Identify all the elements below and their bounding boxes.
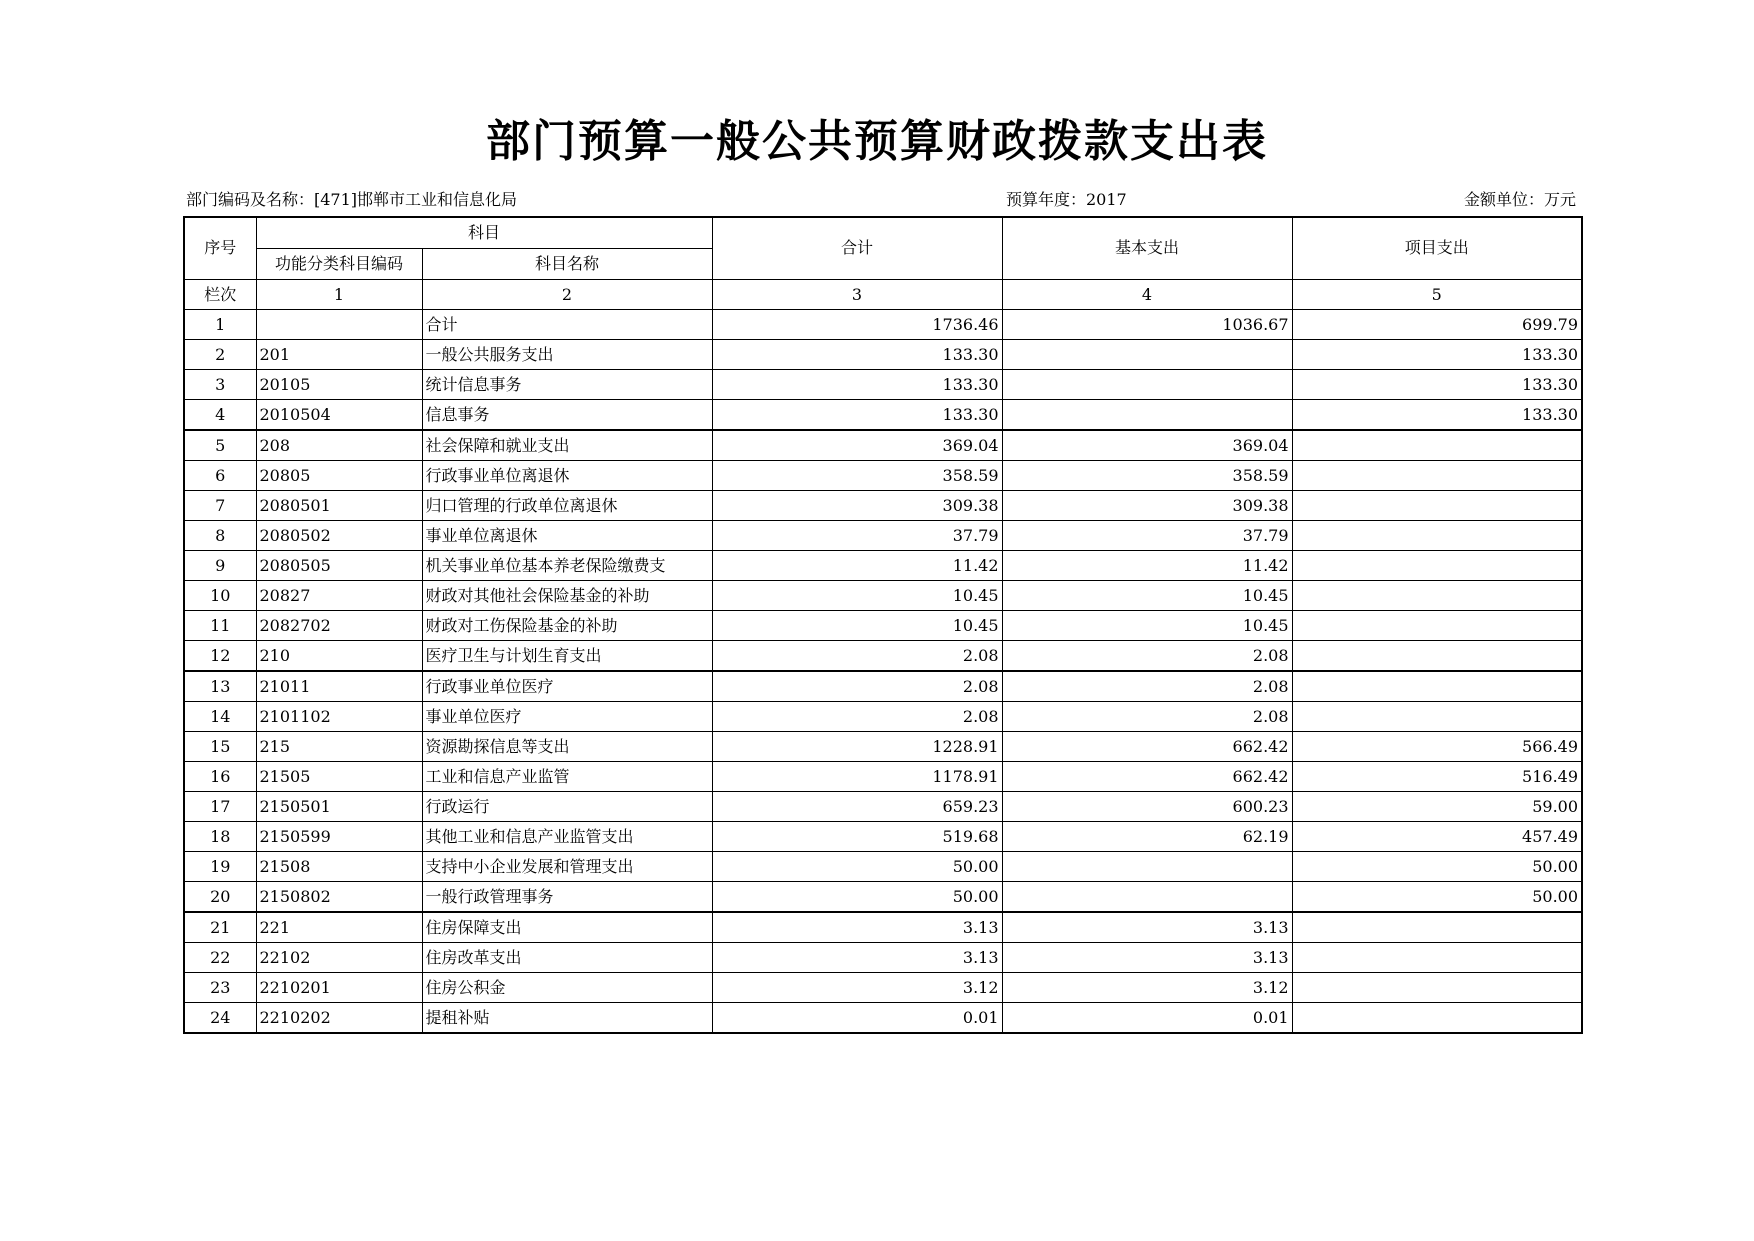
row-basic-cell: 309.38 [1002, 490, 1292, 520]
header-basic: 基本支出 [1002, 217, 1292, 279]
row-total-cell: 50.00 [712, 881, 1002, 912]
row-seq-cell: 20 [184, 881, 256, 912]
row-code-cell: 20105 [256, 369, 422, 399]
row-total-cell: 133.30 [712, 339, 1002, 369]
row-project-cell [1292, 912, 1582, 943]
row-seq-cell: 19 [184, 851, 256, 881]
row-code-cell: 2210202 [256, 1002, 422, 1033]
row-total-cell: 11.42 [712, 550, 1002, 580]
row-code-cell: 2150599 [256, 821, 422, 851]
table-row [184, 490, 1582, 520]
table-row [184, 550, 1582, 580]
row-basic-cell: 0.01 [1002, 1002, 1292, 1033]
row-seq-cell: 7 [184, 490, 256, 520]
row-seq-cell: 10 [184, 580, 256, 610]
row-code-cell: 210 [256, 640, 422, 671]
header-name: 科目名称 [422, 248, 712, 279]
row-project-cell [1292, 942, 1582, 972]
table-row [184, 640, 1582, 671]
row-basic-cell: 3.13 [1002, 942, 1292, 972]
row-name-cell: 事业单位离退休 [422, 520, 712, 550]
row-name-cell: 提租补贴 [422, 1002, 712, 1033]
row-seq-cell: 5 [184, 430, 256, 461]
row-code-cell: 201 [256, 339, 422, 369]
row-project-cell [1292, 701, 1582, 731]
budget-table [183, 216, 1583, 1034]
row-basic-cell: 10.45 [1002, 580, 1292, 610]
row-name-cell: 财政对其他社会保险基金的补助 [422, 580, 712, 610]
row-total-cell: 519.68 [712, 821, 1002, 851]
row-name-cell: 一般行政管理事务 [422, 881, 712, 912]
row-code-cell: 21505 [256, 761, 422, 791]
table-row [184, 369, 1582, 399]
row-name-cell: 合计 [422, 309, 712, 339]
row-seq-cell: 16 [184, 761, 256, 791]
row-project-cell: 50.00 [1292, 881, 1582, 912]
table-row [184, 610, 1582, 640]
row-seq-cell: 18 [184, 821, 256, 851]
row-name-cell: 财政对工伤保险基金的补助 [422, 610, 712, 640]
table-row [184, 580, 1582, 610]
row-basic-cell: 3.13 [1002, 912, 1292, 943]
row-name-cell: 一般公共服务支出 [422, 339, 712, 369]
row-code-cell: 2082702 [256, 610, 422, 640]
row-total-cell: 2.08 [712, 671, 1002, 702]
row-basic-cell: 358.59 [1002, 460, 1292, 490]
row-name-cell: 住房公积金 [422, 972, 712, 1002]
row-total-cell: 3.13 [712, 912, 1002, 943]
row-code-cell [256, 309, 422, 339]
row-total-cell: 659.23 [712, 791, 1002, 821]
row-total-cell: 2.08 [712, 640, 1002, 671]
row-seq-cell: 15 [184, 731, 256, 761]
table-row [184, 520, 1582, 550]
row-basic-cell: 37.79 [1002, 520, 1292, 550]
row-name-cell: 行政事业单位医疗 [422, 671, 712, 702]
row-project-cell [1292, 490, 1582, 520]
budget-year-label: 预算年度：2017 [1006, 190, 1127, 209]
row-project-cell [1292, 1002, 1582, 1033]
row-total-cell: 1228.91 [712, 731, 1002, 761]
table-row [184, 430, 1582, 461]
row-seq-cell: 17 [184, 791, 256, 821]
row-basic-cell: 3.12 [1002, 972, 1292, 1002]
column-number: 2 [422, 279, 712, 309]
row-name-cell: 医疗卫生与计划生育支出 [422, 640, 712, 671]
row-total-cell: 0.01 [712, 1002, 1002, 1033]
row-code-cell: 2101102 [256, 701, 422, 731]
column-number: 4 [1002, 279, 1292, 309]
row-code-cell: 20805 [256, 460, 422, 490]
row-total-cell: 3.13 [712, 942, 1002, 972]
header-row-1 [184, 217, 1582, 248]
row-seq-cell: 24 [184, 1002, 256, 1033]
table-row [184, 701, 1582, 731]
row-code-cell: 221 [256, 912, 422, 943]
row-basic-cell [1002, 339, 1292, 369]
row-basic-cell: 600.23 [1002, 791, 1292, 821]
row-name-cell: 行政事业单位离退休 [422, 460, 712, 490]
row-total-cell: 133.30 [712, 369, 1002, 399]
row-code-cell: 2080501 [256, 490, 422, 520]
row-total-cell: 10.45 [712, 580, 1002, 610]
row-code-cell: 215 [256, 731, 422, 761]
row-project-cell [1292, 460, 1582, 490]
row-seq-cell: 14 [184, 701, 256, 731]
row-seq-cell: 4 [184, 399, 256, 430]
table-row [184, 851, 1582, 881]
row-basic-cell [1002, 881, 1292, 912]
row-project-cell: 50.00 [1292, 851, 1582, 881]
row-name-cell: 住房保障支出 [422, 912, 712, 943]
row-seq-cell: 22 [184, 942, 256, 972]
row-name-cell: 社会保障和就业支出 [422, 430, 712, 461]
page-title: 部门预算一般公共预算财政拨款支出表 [486, 116, 1268, 167]
row-project-cell [1292, 610, 1582, 640]
row-name-cell: 住房改革支出 [422, 942, 712, 972]
row-code-cell: 2080502 [256, 520, 422, 550]
row-name-cell: 支持中小企业发展和管理支出 [422, 851, 712, 881]
row-total-cell: 309.38 [712, 490, 1002, 520]
row-name-cell: 统计信息事务 [422, 369, 712, 399]
table-row [184, 912, 1582, 943]
row-code-cell: 2150501 [256, 791, 422, 821]
row-seq-cell: 8 [184, 520, 256, 550]
row-seq-cell: 23 [184, 972, 256, 1002]
column-number: 5 [1292, 279, 1582, 309]
header-code: 功能分类科目编码 [256, 248, 422, 279]
row-total-cell: 369.04 [712, 430, 1002, 461]
row-seq-cell: 12 [184, 640, 256, 671]
table-row [184, 399, 1582, 430]
table-row [184, 761, 1582, 791]
row-code-cell: 2010504 [256, 399, 422, 430]
row-total-cell: 3.12 [712, 972, 1002, 1002]
row-basic-cell: 11.42 [1002, 550, 1292, 580]
row-seq-cell: 6 [184, 460, 256, 490]
row-project-cell: 133.30 [1292, 339, 1582, 369]
row-seq-cell: 11 [184, 610, 256, 640]
table-row [184, 309, 1582, 339]
department-label: 部门编码及名称：[471]邯郸市工业和信息化局 [186, 190, 518, 209]
row-total-cell: 1736.46 [712, 309, 1002, 339]
table-row [184, 791, 1582, 821]
row-project-cell [1292, 520, 1582, 550]
row-code-cell: 2210201 [256, 972, 422, 1002]
row-basic-cell: 1036.67 [1002, 309, 1292, 339]
row-project-cell [1292, 640, 1582, 671]
row-name-cell: 工业和信息产业监管 [422, 761, 712, 791]
row-basic-cell: 10.45 [1002, 610, 1292, 640]
row-basic-cell: 2.08 [1002, 701, 1292, 731]
column-number: 1 [256, 279, 422, 309]
row-seq-cell: 13 [184, 671, 256, 702]
table-row [184, 671, 1582, 702]
row-basic-cell: 62.19 [1002, 821, 1292, 851]
row-total-cell: 1178.91 [712, 761, 1002, 791]
row-project-cell: 59.00 [1292, 791, 1582, 821]
row-basic-cell: 662.42 [1002, 731, 1292, 761]
row-total-cell: 10.45 [712, 610, 1002, 640]
row-code-cell: 208 [256, 430, 422, 461]
table-row [184, 1002, 1582, 1033]
column-label: 栏次 [184, 279, 256, 309]
row-project-cell: 457.49 [1292, 821, 1582, 851]
row-project-cell: 133.30 [1292, 369, 1582, 399]
row-basic-cell: 369.04 [1002, 430, 1292, 461]
row-total-cell: 133.30 [712, 399, 1002, 430]
row-name-cell: 行政运行 [422, 791, 712, 821]
row-project-cell: 699.79 [1292, 309, 1582, 339]
table-row [184, 339, 1582, 369]
row-project-cell: 566.49 [1292, 731, 1582, 761]
row-code-cell: 21508 [256, 851, 422, 881]
row-project-cell: 133.30 [1292, 399, 1582, 430]
row-code-cell: 22102 [256, 942, 422, 972]
table-row [184, 942, 1582, 972]
row-project-cell: 516.49 [1292, 761, 1582, 791]
row-code-cell: 2150802 [256, 881, 422, 912]
row-basic-cell [1002, 399, 1292, 430]
row-basic-cell: 2.08 [1002, 671, 1292, 702]
row-code-cell: 20827 [256, 580, 422, 610]
table-row [184, 460, 1582, 490]
column-number-row [184, 279, 1582, 309]
table-row [184, 972, 1582, 1002]
row-code-cell: 2080505 [256, 550, 422, 580]
row-basic-cell [1002, 851, 1292, 881]
table-row [184, 821, 1582, 851]
row-seq-cell: 9 [184, 550, 256, 580]
row-project-cell [1292, 671, 1582, 702]
row-name-cell: 归口管理的行政单位离退休 [422, 490, 712, 520]
row-seq-cell: 3 [184, 369, 256, 399]
row-name-cell: 机关事业单位基本养老保险缴费支 [422, 550, 712, 580]
row-total-cell: 358.59 [712, 460, 1002, 490]
row-basic-cell [1002, 369, 1292, 399]
column-number: 3 [712, 279, 1002, 309]
header-seq: 序号 [184, 217, 256, 279]
row-project-cell [1292, 972, 1582, 1002]
row-basic-cell: 2.08 [1002, 640, 1292, 671]
amount-unit-label: 金额单位：万元 [1463, 190, 1576, 209]
row-name-cell: 事业单位医疗 [422, 701, 712, 731]
row-name-cell: 资源勘探信息等支出 [422, 731, 712, 761]
row-seq-cell: 21 [184, 912, 256, 943]
row-total-cell: 50.00 [712, 851, 1002, 881]
row-name-cell: 信息事务 [422, 399, 712, 430]
table-row [184, 731, 1582, 761]
row-project-cell [1292, 550, 1582, 580]
header-subject: 科目 [256, 217, 712, 248]
table-row [184, 881, 1582, 912]
row-project-cell [1292, 580, 1582, 610]
row-seq-cell: 1 [184, 309, 256, 339]
row-basic-cell: 662.42 [1002, 761, 1292, 791]
row-project-cell [1292, 430, 1582, 461]
row-seq-cell: 2 [184, 339, 256, 369]
row-total-cell: 2.08 [712, 701, 1002, 731]
header-project: 项目支出 [1292, 217, 1582, 279]
row-code-cell: 21011 [256, 671, 422, 702]
header-total: 合计 [712, 217, 1002, 279]
row-name-cell: 其他工业和信息产业监管支出 [422, 821, 712, 851]
row-total-cell: 37.79 [712, 520, 1002, 550]
